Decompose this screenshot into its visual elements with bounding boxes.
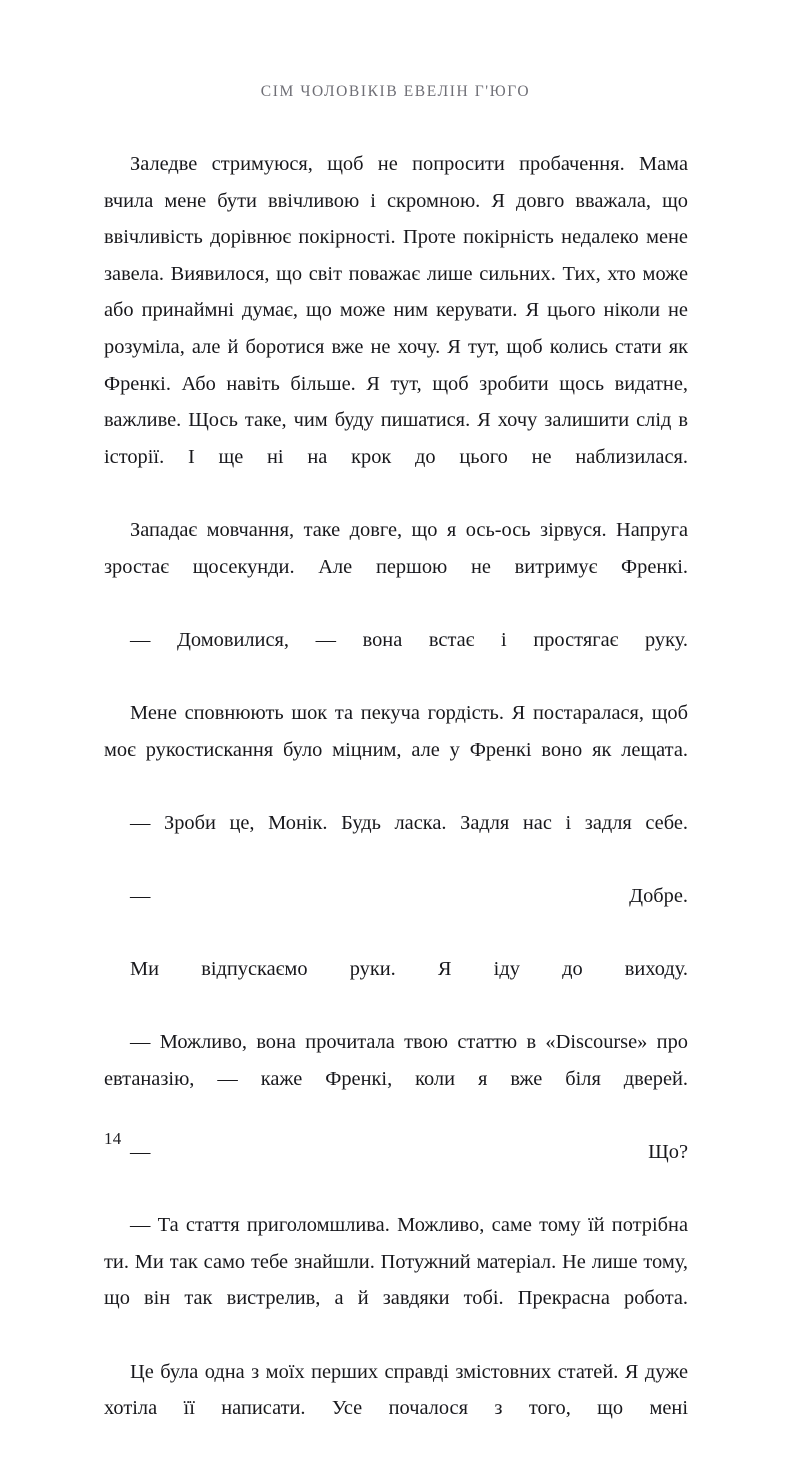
paragraph-dialogue: — Зроби це, Монік. Будь ласка. Задля нас і задля себе. <box>130 811 688 834</box>
paragraph-dialogue: — Добре. <box>130 884 688 907</box>
paragraph-dialogue: — Що? <box>130 1141 688 1164</box>
paragraph-dialogue: — Та стаття приголомшлива. Можливо, саме тому їй потрібна ти. Ми так само тебе знайшли. Потужний матеріал. Не лише тому, що він так вистрелив, а й завдяки тобі. Прекрасна робота. <box>104 1214 688 1310</box>
running-head: СІМ ЧОЛОВІКІВ ЕВЕЛІН Г'ЮГО <box>260 83 531 100</box>
paragraph-dialogue: — Можливо, вона прочитала твою статтю в «Discourse» про евтаназію, — каже Френкі, коли я вже біля дверей. <box>104 1031 688 1090</box>
body-text-block <box>104 146 688 1463</box>
paragraph: Ми відпускаємо руки. Я іду до виходу. <box>130 958 688 981</box>
page-number: 14 <box>104 1129 122 1148</box>
paragraph-dialogue: — Домовилися, — вона встає і простягає руку. <box>130 628 688 651</box>
paragraph: Це була одна з моїх перших справді змістовних статей. Я дуже хотіла її написати. Усе почалося з того, що мені <box>104 1360 688 1420</box>
paragraph: Западає мовчання, таке довге, що я ось-ось зірвуся. Напруга зростає щосекунди. Але першою не витримує Френкі. <box>104 518 688 578</box>
paragraph: Заледве стримуюся, щоб не попросити пробачення. Мама вчила мене бути ввічливою і скромною. Я довго вважала, що ввічливість дорівнює покірності. Проте покірність недалеко мене завела. Виявилося, що світ поважає лише сильних. Тих, хто може або принаймні думає, що може ним керувати. Я цього ніколи не розуміла, але й боротися вже не хочу. Я тут, щоб колись стати як Френкі. Або навіть більше. Я тут, щоб зробити щось видатне, важливе. Щось таке, чим буду пишатися. Я хочу залишити слід в історії. І ще ні на крок до цього не наблизилася. <box>104 153 688 468</box>
paragraph: Мене сповнюють шок та пекуча гордість. Я постаралася, щоб моє рукостискання було міцним, але у Френкі воно як лещата. <box>104 701 688 761</box>
